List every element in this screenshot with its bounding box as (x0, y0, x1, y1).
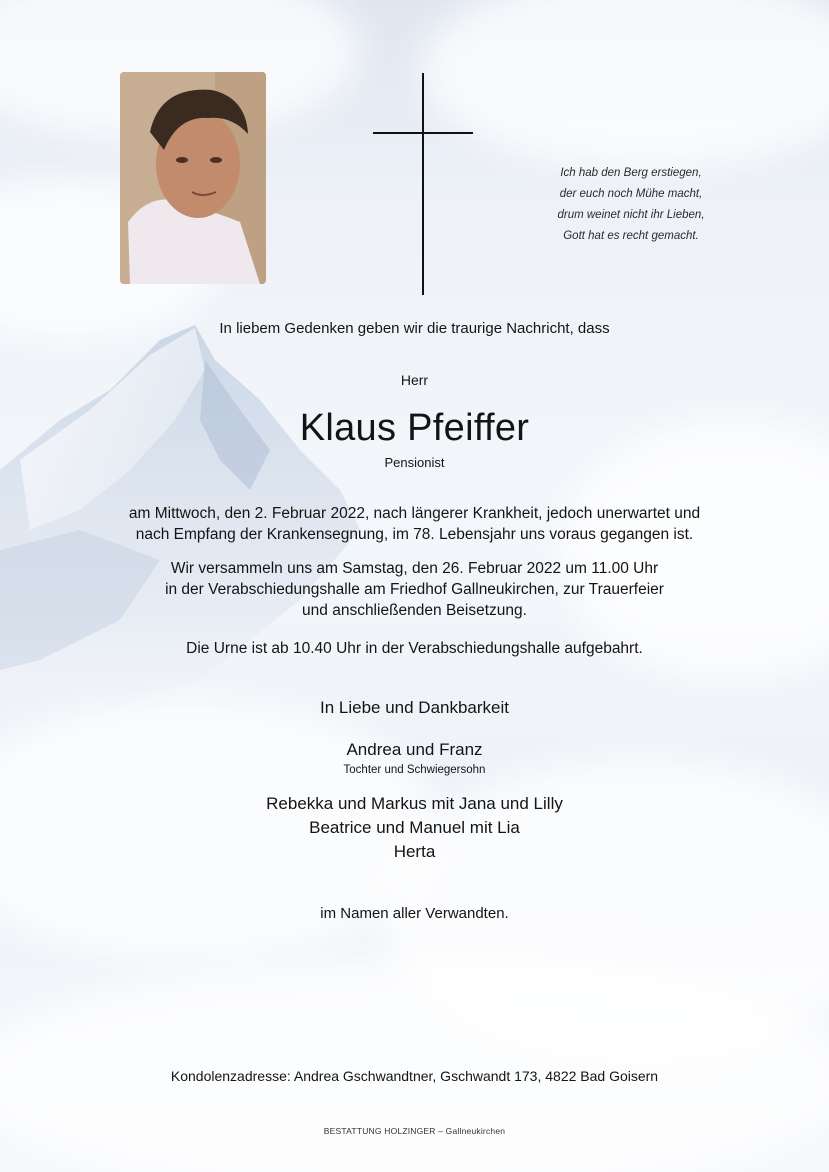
poem-line: drum weinet nicht ihr Lieben, (557, 209, 705, 221)
ceremony-line: Wir versammeln uns am Samstag, den 26. Februar 2022 um 11.00 Uhr (170, 560, 659, 577)
intro-text: In liebem Gedenken geben wir die traurige Nachricht, dass (219, 320, 610, 337)
funeral-home: BESTATTUNG HOLZINGER – Gallneukirchen (323, 1126, 506, 1136)
ceremony-line: und anschließenden Beisetzung. (302, 602, 527, 619)
urn-notice: Die Urne ist ab 10.40 Uhr in der Verabschiedungshalle aufgebahrt. (186, 640, 643, 657)
memorial-cross (373, 73, 473, 295)
death-notice-line: nach Empfang der Krankensegnung, im 78. Lebensjahr uns voraus gegangen ist. (135, 526, 694, 543)
ceremony-line: in der Verabschiedungshalle am Friedhof Gallneukirchen, zur Trauerfeier (165, 581, 664, 598)
poem-line: Gott hat es recht gemacht. (563, 230, 699, 242)
memorial-poem (520, 163, 742, 247)
portrait-photo (120, 72, 266, 284)
family-members (0, 792, 829, 864)
closing-phrase: In Liebe und Dankbarkeit (319, 698, 510, 717)
poem-line: der euch noch Mühe macht, (559, 188, 703, 200)
relatives-note: im Namen aller Verwandten. (320, 905, 509, 922)
death-notice-line: am Mittwoch, den 2. Februar 2022, nach längerer Krankheit, jedoch unerwartet und (128, 505, 701, 522)
death-notice (0, 503, 829, 545)
portrait-image (120, 72, 266, 284)
cross-vertical-beam (422, 73, 424, 295)
family-primary-names: Andrea und Franz (346, 740, 483, 759)
salutation: Herr (400, 372, 429, 388)
family-member-line: Herta (393, 842, 436, 861)
ceremony-notice (0, 558, 829, 621)
cross-horizontal-beam (373, 132, 473, 134)
occupation: Pensionist (384, 455, 445, 470)
family-primary-role: Tochter und Schwiegersohn (343, 764, 486, 776)
poem-line: Ich hab den Berg erstiegen, (560, 167, 702, 179)
family-member-line: Beatrice und Manuel mit Lia (309, 818, 520, 837)
condolence-address: Kondolenzadresse: Andrea Gschwandtner, Gschwandt 173, 4822 Bad Goisern (170, 1068, 659, 1084)
deceased-name: Klaus Pfeiffer (299, 407, 530, 449)
family-member-line: Rebekka und Markus mit Jana und Lilly (266, 794, 563, 813)
